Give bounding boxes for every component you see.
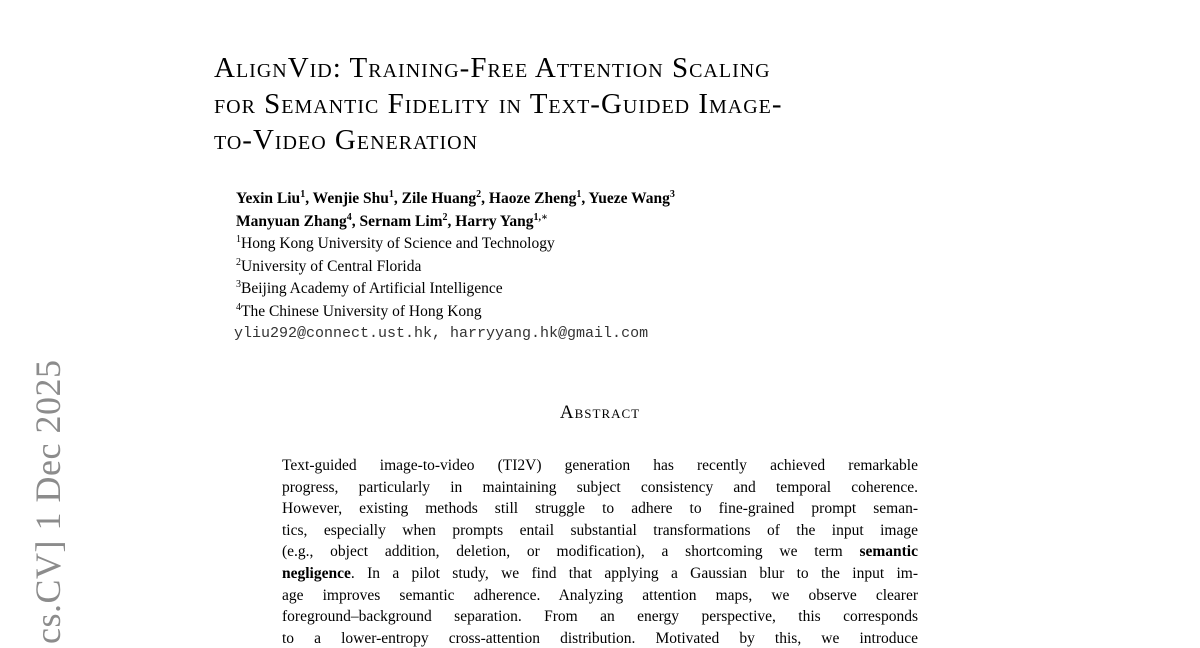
author-affiliation-mark: 1,∗ (533, 211, 548, 223)
abstract-line (282, 585, 918, 607)
affiliation-name: University of Central Florida (241, 257, 422, 275)
abstract-line (282, 628, 918, 648)
abstract-text-run: . In a pilot study, we find that applying a Gaussian blur to the input im- (350, 564, 918, 582)
author-name: Manyuan Zhang (236, 212, 347, 230)
abstract-text (282, 455, 918, 648)
abstract-line (282, 455, 918, 477)
separator: , (581, 190, 589, 207)
affiliation-name: Hong Kong University of Science and Technology (241, 235, 555, 252)
abstract-text-run: foreground–background separation. From an energy perspective, this corresponds (282, 608, 918, 626)
affiliation-mark: 4 (236, 301, 241, 313)
author-affiliation-mark: 3 (669, 188, 675, 200)
affiliation-mark: 3 (236, 278, 241, 290)
abstract-text-run: age improves semantic adherence. Analyzing attention maps, we observe clearer (282, 586, 918, 604)
author-name: Harry Yang (455, 212, 534, 230)
author-affiliation-mark: 2 (442, 211, 448, 223)
author-names-line-1 (236, 188, 1016, 211)
author-block (236, 188, 1016, 346)
author-affiliation-mark: 2 (476, 188, 482, 200)
author-affiliation-mark: 1 (300, 188, 306, 200)
author-name: Sernam Lim (359, 212, 443, 230)
author-name: Haoze Zheng (488, 190, 577, 207)
separator: , (447, 212, 456, 230)
separator: , (481, 190, 489, 207)
abstract-text-run: to a lower-entropy cross-attention distribution. Motivated by this, we introduce (282, 629, 918, 647)
abstract-text-run: (e.g., object addition, deletion, or modification), a shortcoming we term (282, 543, 860, 561)
abstract-text-run: progress, particularly in maintaining subject consistency and temporal coherence. (282, 478, 918, 496)
author-name: Wenjie Shu (312, 190, 389, 207)
abstract-emphasis: negligence (282, 564, 351, 582)
affiliation (236, 278, 1016, 301)
author-affiliation-mark: 4 (346, 211, 352, 223)
affiliation (236, 301, 1016, 324)
author-affiliation-mark: 1 (388, 188, 394, 200)
separator: , (393, 190, 402, 207)
abstract-emphasis: semantic (859, 543, 918, 561)
author-name: Zile Huang (401, 190, 477, 207)
separator: , (305, 190, 313, 207)
author-name: Yexin Liu (236, 190, 301, 207)
abstract-line (282, 541, 918, 563)
affiliation-mark: 2 (236, 256, 241, 268)
abstract-heading: Abstract (559, 402, 641, 423)
affiliation (236, 233, 1016, 256)
author-affiliation-mark: 1 (576, 188, 582, 200)
abstract-line (282, 520, 918, 542)
abstract-line (282, 563, 918, 585)
abstract-text-run: Text-guided image-to-video (TI2V) generation has recently achieved remarkable (282, 457, 918, 474)
title-line: AlignVid: Training-Free Attention Scaling (214, 52, 771, 84)
abstract-text-run: tics, especially when prompts entail substantial transformations of the input image (282, 521, 918, 539)
abstract-line (282, 606, 918, 628)
abstract-line (282, 477, 918, 499)
separator: , (351, 212, 360, 230)
author-name: Yueze Wang (588, 190, 670, 207)
affiliation-mark: 1 (236, 233, 241, 245)
affiliation-name: The Chinese University of Hong Kong (241, 302, 482, 320)
arxiv-identifier: cs.CV] 1 Dec 2025 (28, 359, 68, 644)
abstract-line (282, 498, 918, 520)
affiliation (236, 256, 1016, 279)
paper-title (214, 50, 1004, 158)
title-line: for Semantic Fidelity in Text-Guided Image- (214, 88, 783, 120)
author-names-line-2 (236, 211, 1016, 234)
contact-emails: yliu292@connect.ust.hk, harryyang.hk@gmail.com (234, 325, 649, 342)
abstract-text-run: However, existing methods still struggle to adhere to fine-grained prompt seman- (282, 500, 918, 518)
title-line: to-Video Generation (214, 124, 479, 156)
affiliation-name: Beijing Academy of Artificial Intelligence (241, 280, 503, 297)
